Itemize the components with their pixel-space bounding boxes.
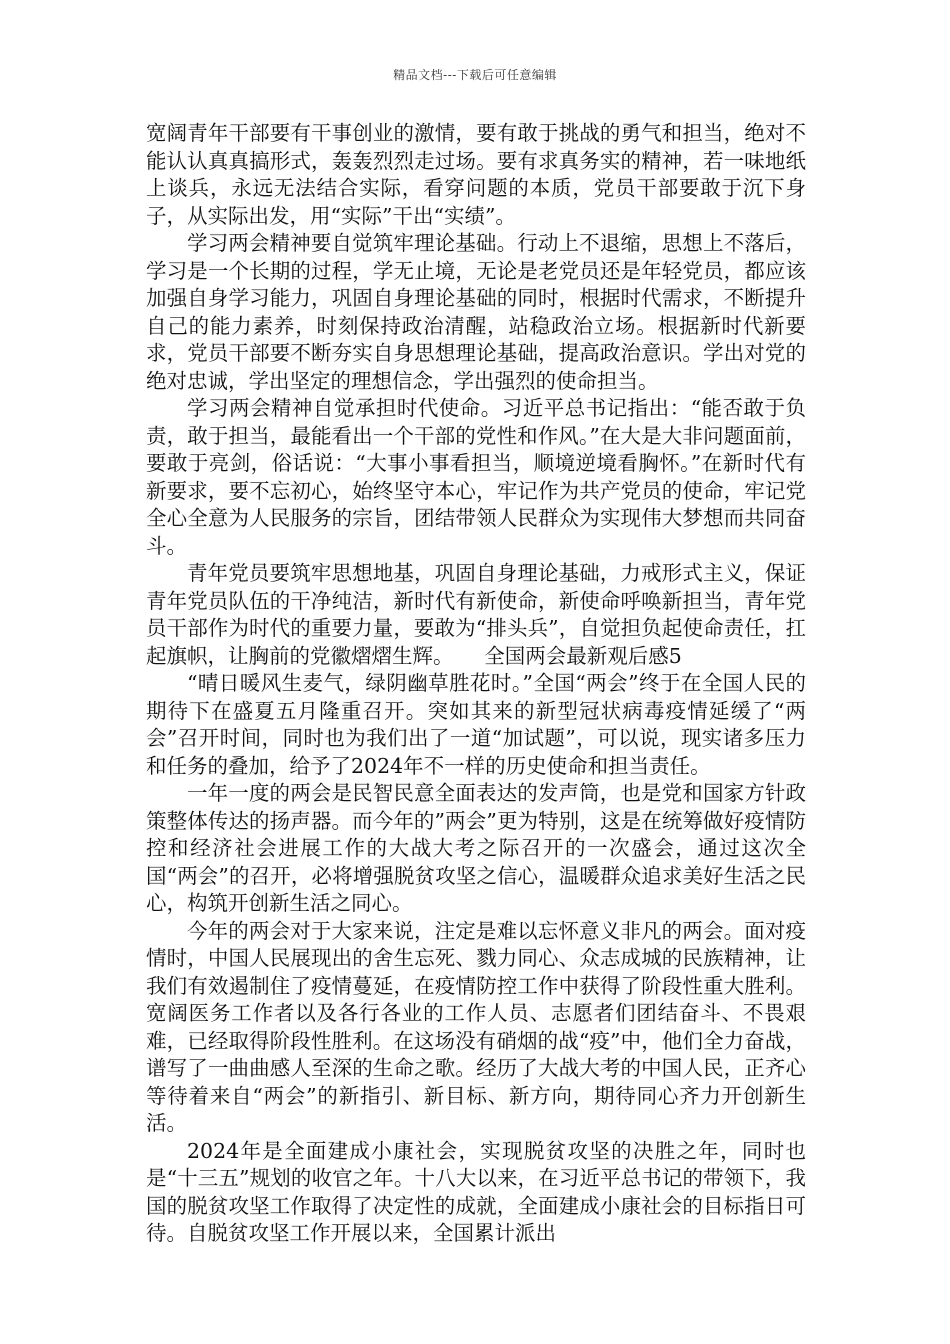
- paragraph-4: 青年党员要筑牢思想地基，巩固自身理论基础，力戒形式主义，保证青年党员队伍的干净纯洁，新时代有新使命，新使命呼唤新担当，青年党员干部作为时代的重要力量，要敢为“排头兵”，自觉担负起使命责任，扛起旗帜，让胸前的党徽熠熠生辉。 全国两会最新观后感5: [146, 561, 806, 668]
- paragraph-5: “晴日暖风生麦气，绿阴幽草胜花时。”全国“两会”终于在全国人民的期待下在盛夏五月隆重召开。突如其来的新型冠状病毒疫情延缓了“两会”召开时间，同时也为我们出了一道“加试题”，可以说，现实诸多压力和任务的叠加，给予了2024年不一样的历史使命和担当责任。: [146, 671, 806, 778]
- document-body: [146, 120, 806, 1248]
- paragraph-3: 学习两会精神自觉承担时代使命。习近平总书记指出：“能否敢于负责，敢于担当，最能看出一个干部的党性和作风。”在大是大非问题面前，要敢于亮剑，俗话说：“大事小事看担当，顺境逆境看胸怀。”在新时代有新要求，要不忘初心，始终坚守本心，牢记作为共产党员的使命，牢记党全心全意为人民服务的宗旨，团结带领人民群众为实现伟大梦想而共同奋斗。: [146, 396, 806, 558]
- page-header: 精品文档---下载后可任意编辑: [393, 68, 557, 82]
- paragraph-8: 2024年是全面建成小康社会，实现脱贫攻坚的决胜之年，同时也是“十三五”规划的收官之年。十八大以来，在习近平总书记的带领下，我国的脱贫攻坚工作取得了决定性的成就，全面建成小康社会的目标指日可待。自脱贫攻坚工作开展以来，全国累计派出: [146, 1138, 806, 1245]
- paragraph-6: 一年一度的两会是民智民意全面表达的发声筒，也是党和国家方针政策整体传达的扬声器。而今年的”两会”更为特别，这是在统筹做好疫情防控和经济社会进展工作的大战大考之际召开的一次盛会，通过这次全国“两会”的召开，必将增强脱贫攻坚之信心，温暖群众追求美好生活之民心，构筑开创新生活之同心。: [146, 781, 806, 915]
- paragraph-1: 宽阔青年干部要有干事创业的激情，要有敢于挑战的勇气和担当，绝对不能认认真真搞形式，轰轰烈烈走过场。要有求真务实的精神，若一味地纸上谈兵，永远无法结合实际，看穿问题的本质，党员干部要敢于沉下身子，从实际出发，用“实际”干出“实绩”。: [146, 121, 806, 228]
- paragraph-7: 今年的两会对于大家来说，注定是难以忘怀意义非凡的两会。面对疫情时，中国人民展现出的舍生忘死、戮力同心、众志成城的民族精神，让我们有效遏制住了疫情蔓延，在疫情防控工作中获得了阶段性重大胜利。宽阔医务工作者以及各行各业的工作人员、志愿者们团结奋斗、不畏艰难，已经取得阶段性胜利。在这场没有硝烟的战“疫”中，他们全力奋战，谱写了一曲曲感人至深的生命之歌。经历了大战大考的中国人民，正齐心等待着来自“两会”的新指引、新目标、新方向，期待同心齐力开创新生活。: [146, 918, 806, 1135]
- paragraph-2: 学习两会精神要自觉筑牢理论基础。行动上不退缩，思想上不落后，学习是一个长期的过程，学无止境，无论是老党员还是年轻党员，都应该加强自身学习能力，巩固自身理论基础的同时，根据时代需求，不断提升自己的能力素养，时刻保持政治清醒，站稳政治立场。根据新时代新要求，党员干部要不断夯实自身思想理论基础，提高政治意识。学出对党的绝对忠诚，学出坚定的理想信念，学出强烈的使命担当。: [146, 231, 806, 393]
